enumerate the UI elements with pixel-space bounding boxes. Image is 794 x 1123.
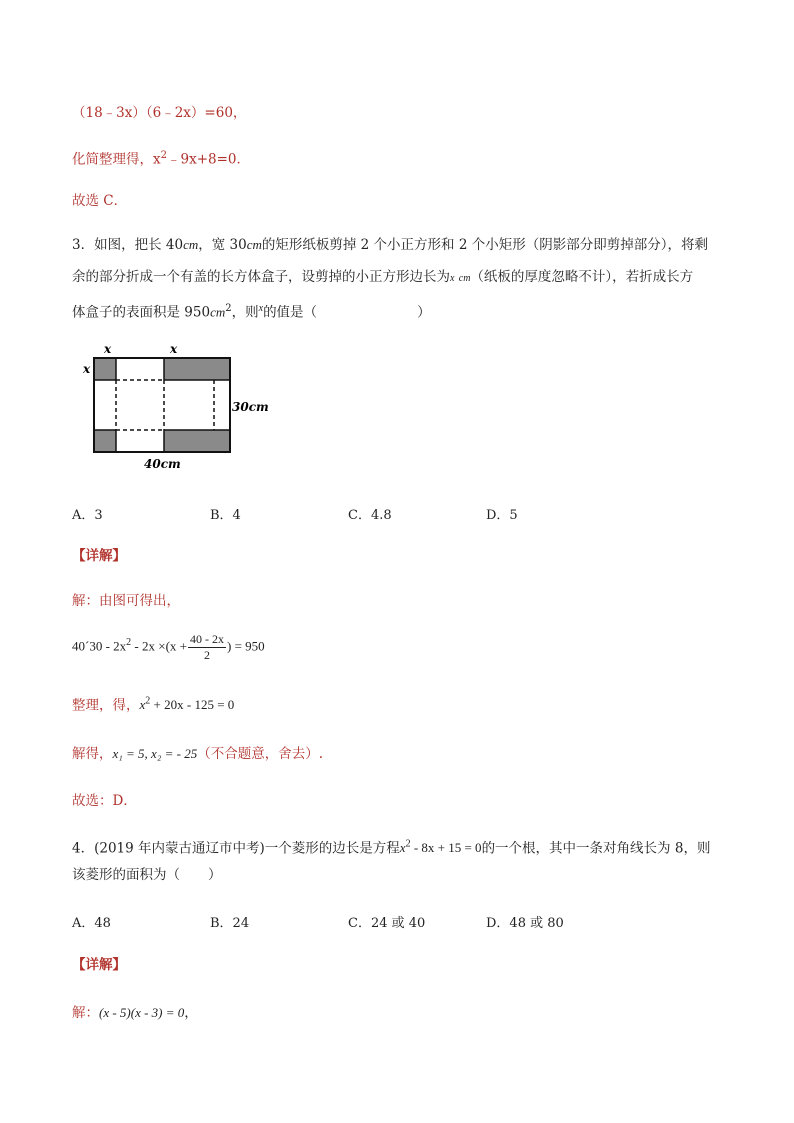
q4-eq-var: x xyxy=(399,840,406,856)
q3-tidy-rest: + 20x - 125 = 0 xyxy=(150,697,235,713)
q4-l1-a: 4．(2019 年内蒙古通辽市中考)一个菱形的边长是方程 xyxy=(72,840,400,857)
q3-text-line1 xyxy=(72,236,708,254)
q4-option-d: D．48 或 80 xyxy=(486,916,564,931)
prev-simplify-exp: 2 xyxy=(160,150,167,161)
q3-eq-mid: - 2x ×(x + xyxy=(131,638,187,654)
q3-unit-cm-4: cm xyxy=(210,304,226,320)
q3-unit-cm-1: cm xyxy=(183,237,199,252)
q3-unit-exp: 2 xyxy=(225,303,232,314)
q3-text-line2 xyxy=(72,268,693,288)
q3-eq-frac-den: 2 xyxy=(204,648,210,662)
prev-simplify xyxy=(72,147,250,169)
q3-l3-a: 体盒子的表面积是 950 xyxy=(72,304,211,321)
fig-cut-rect-top-right xyxy=(164,358,230,380)
q3-tidy-exp: 2 xyxy=(145,696,151,707)
q3-tidy-prefix: 整理，得， xyxy=(72,697,140,714)
q4-text-line2 xyxy=(72,866,222,884)
q4-l2-b: ） xyxy=(208,867,222,883)
fig-label-width: 40cm xyxy=(144,457,181,471)
q3-var-x-1: x xyxy=(450,273,455,284)
q3-option-d: D．5 xyxy=(486,508,518,523)
prev-answer: 故选 C． xyxy=(72,193,128,209)
fig-cut-square-top-left xyxy=(94,358,116,380)
q4-option-c: C．24 或 40 xyxy=(348,916,426,931)
q3-solve-suffix: （不合题意，舍去）. xyxy=(197,746,323,762)
q4-eq xyxy=(400,840,482,855)
q4-eq-exp: 2 xyxy=(405,839,411,850)
q3-eq-fraction xyxy=(188,632,226,663)
q3-solve-prefix: 解得， xyxy=(72,746,113,762)
q3-l1-b: ，宽 30 xyxy=(198,237,247,253)
q3-option-a: A．3 xyxy=(72,508,103,523)
fig-cut-rect-bottom-right xyxy=(164,430,230,452)
fig-label-x-left: x xyxy=(83,362,91,376)
q3-tidy-eq xyxy=(140,697,235,712)
q3-detail-heading: 【详解】 xyxy=(72,548,126,564)
q4-option-b: B．24 xyxy=(210,916,250,931)
q4-detail-heading: 【详解】 xyxy=(72,957,126,973)
q3-equation xyxy=(72,632,265,663)
prev-equation: （18﹣3x）（6﹣2x）=60， xyxy=(72,105,247,121)
q3-option-c: C．4.8 xyxy=(348,508,392,523)
q3-l1-a: 3．如图，把长 40 xyxy=(72,237,184,253)
q4-l1-b: 的一个根，其中一条对角线长为 8，则 xyxy=(481,840,711,857)
q3-eq-left: 40´30 - 2x xyxy=(72,638,127,654)
fig-label-x-top-left: x xyxy=(104,342,112,356)
q4-l2-a: 该菱形的面积为（ xyxy=(72,867,180,883)
fig-label-x-top-mid: x xyxy=(170,342,178,356)
q3-l3-c: 的值是（ xyxy=(263,304,318,321)
q4-solution-suffix: ， xyxy=(184,1005,198,1021)
q3-l2-a: 余的部分折成一个有盖的长方体盒子，设剪掉的小正方形边长为 xyxy=(72,269,450,285)
q3-answer: 故选：D． xyxy=(72,793,137,809)
q3-solve xyxy=(72,745,323,763)
q3-unit-cm-3: cm xyxy=(458,273,471,284)
q4-text-line1 xyxy=(72,836,710,857)
q4-option-a: A．48 xyxy=(72,916,111,931)
prev-simplify-suffix: ﹣9x+8=0． xyxy=(167,151,251,168)
q3-unit-cm-2: cm xyxy=(246,237,262,252)
q3-l3-b: ，则 xyxy=(231,304,259,321)
fig-cut-square-bottom-left xyxy=(94,430,116,452)
prev-simplify-prefix: 化简整理得，x xyxy=(72,151,161,168)
q3-option-b: B．4 xyxy=(210,508,241,523)
q3-figure xyxy=(80,340,280,475)
q3-var-x-2: x xyxy=(258,303,264,314)
q3-solve-eq: x₁ = 5, x₂ = - 25 xyxy=(112,746,198,761)
q3-text-line3 xyxy=(72,300,431,322)
q4-eq-rest: - 8x + 15 = 0 xyxy=(410,840,482,856)
q3-tidy-var: x xyxy=(139,697,146,713)
q4-solution-prefix: 解： xyxy=(72,1005,99,1021)
q3-l1-c: 的矩形纸板剪掉 2 个小正方形和 2 个小矩形（阴影部分即剪掉部分），将剩 xyxy=(261,237,708,253)
q4-solution xyxy=(72,1004,198,1022)
q3-eq-right: ) = 950 xyxy=(227,638,265,654)
q3-l3-d: ） xyxy=(417,304,431,321)
q3-eq-exp: 2 xyxy=(126,637,132,649)
fig-label-height: 30cm xyxy=(232,400,269,414)
q3-tidy xyxy=(72,693,234,714)
q3-solution-intro: 解：由图可得出， xyxy=(72,593,180,609)
q3-eq-frac-num: 40 - 2x xyxy=(190,632,224,646)
q3-l2-b: （纸板的厚度忽略不计），若折成长方 xyxy=(470,269,694,285)
q4-solution-eq: (x - 5)(x - 3) = 0 xyxy=(99,1005,185,1020)
